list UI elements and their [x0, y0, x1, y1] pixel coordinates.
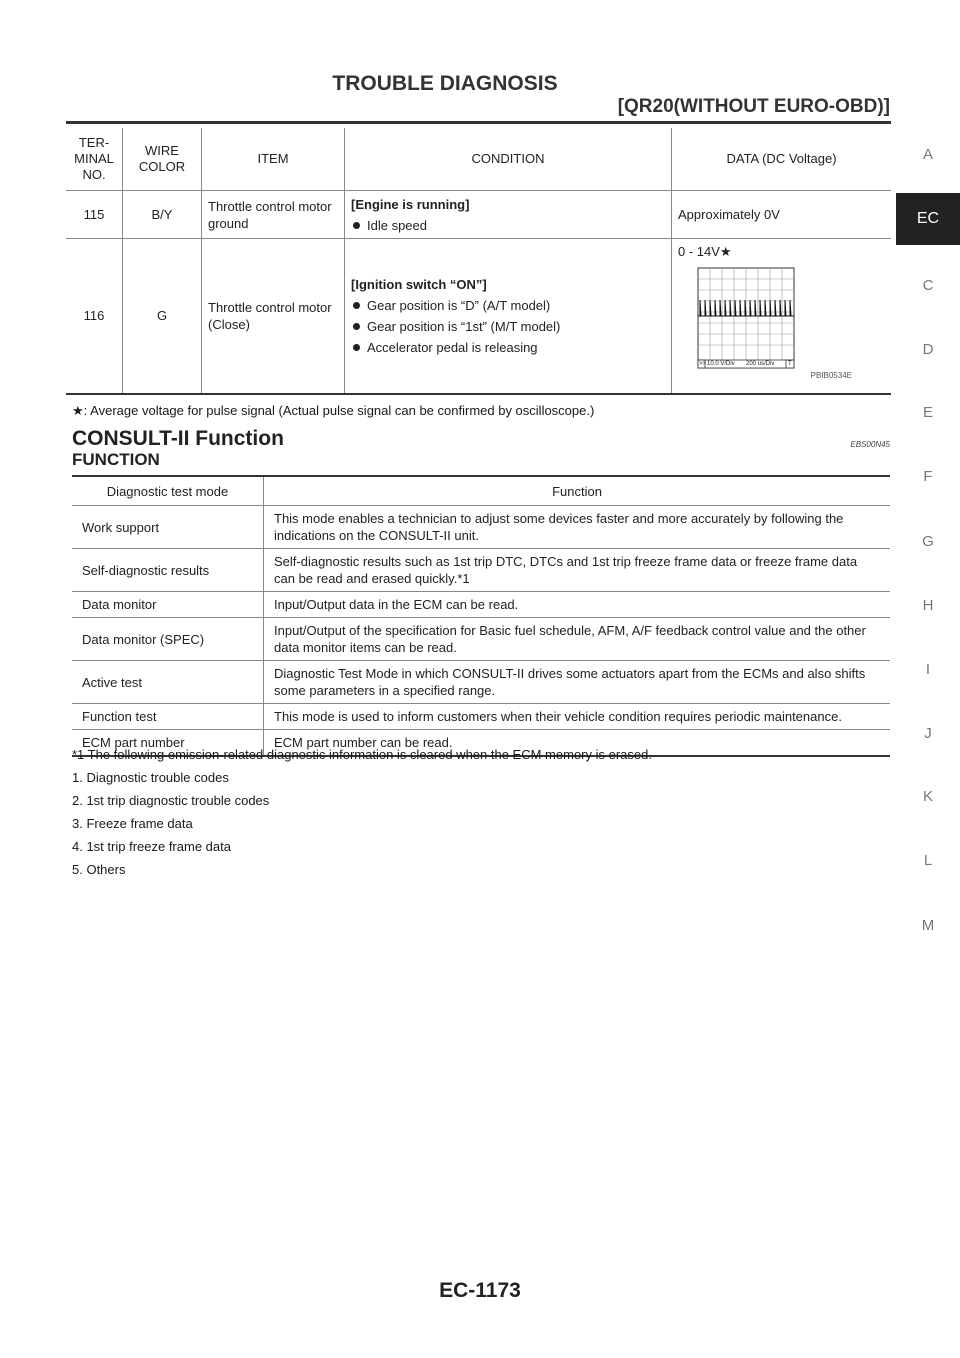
table-row	[72, 592, 890, 618]
condition-title: [Engine is running]	[351, 196, 470, 212]
condition-bullet: Gear position is “D” (A/T model)	[351, 297, 665, 314]
table-row	[72, 549, 890, 592]
side-index-d[interactable]: D	[922, 341, 934, 358]
star-icon: ★	[72, 403, 84, 418]
side-index-e[interactable]: E	[922, 404, 933, 421]
section-subtitle: FUNCTION	[72, 450, 160, 469]
mode-cell: Work support	[72, 506, 264, 549]
condition-title: [Ignition switch “ON”]	[351, 276, 487, 292]
condition-bullet: Accelerator pedal is releasing	[351, 339, 665, 356]
notes-intro: *1 The following emission-related diagnostic information is cleared when the ECM memory is erased.	[72, 747, 652, 762]
col-function: Function	[264, 476, 891, 506]
side-index-j[interactable]: J	[924, 725, 932, 742]
header-rule	[66, 121, 891, 124]
oscilloscope-figure	[678, 264, 854, 384]
function-cell: Diagnostic Test Mode in which CONSULT-II drives some actuators apart from the ECMs and also shifts some parameters in a specified range.	[264, 661, 891, 704]
list-item: 3. Freeze frame data	[72, 816, 193, 831]
side-index-a[interactable]: A	[922, 146, 933, 163]
condition-cell	[345, 191, 672, 239]
footnote-text: : Average voltage for pulse signal (Actual pulse signal can be confirmed by oscilloscope.)	[83, 403, 595, 418]
side-index-m[interactable]: M	[921, 917, 935, 934]
function-cell: ECM part number can be read.	[264, 730, 891, 757]
condition-bullet: Idle speed	[351, 217, 665, 234]
condition-bullet: Gear position is “1st” (M/T model)	[351, 318, 665, 335]
page-subtitle: [QR20(WITHOUT EURO-OBD)]	[617, 96, 890, 117]
side-index-f[interactable]: F	[923, 468, 933, 485]
page-number: EC-1173	[439, 1279, 521, 1302]
footnote	[72, 403, 594, 419]
notes	[72, 747, 652, 885]
side-index-h[interactable]: H	[922, 597, 934, 614]
mode-cell: Data monitor (SPEC)	[72, 618, 264, 661]
scope-trigger: T	[788, 361, 792, 367]
terminal-no: 116	[66, 239, 123, 394]
mode-cell: Data monitor	[72, 592, 264, 618]
table-row	[72, 618, 890, 661]
scope-time-div: 200 us/Div	[746, 361, 775, 367]
function-table	[72, 475, 890, 757]
side-index-l[interactable]: L	[923, 852, 933, 869]
terminal-table	[66, 128, 891, 395]
function-cell: Input/Output of the specification for Basic fuel schedule, AFM, A/F feedback control value and the other data monitor items can be read.	[264, 618, 891, 661]
mode-cell: Self-diagnostic results	[72, 549, 264, 592]
side-index-k[interactable]: K	[922, 788, 933, 805]
condition-cell	[345, 239, 672, 394]
list-item: 5. Others	[72, 862, 126, 877]
mode-cell: Active test	[72, 661, 264, 704]
table-row	[72, 661, 890, 704]
col-data: DATA (DC Voltage)	[672, 128, 892, 191]
side-index-g[interactable]: G	[922, 533, 934, 550]
mode-cell: ECM part number	[72, 730, 264, 757]
terminal-no: 115	[66, 191, 123, 239]
figure-id: PBIB0534E	[810, 371, 852, 380]
item-text: Throttle control motor ground	[202, 191, 345, 239]
side-tab-label: EC	[916, 210, 940, 227]
table-row	[66, 191, 891, 239]
mode-cell: Function test	[72, 704, 264, 730]
table-row	[66, 239, 891, 394]
section-code: EBS00N45	[850, 440, 890, 449]
data-value: Approximately 0V	[672, 191, 892, 239]
wire-color: B/Y	[123, 191, 202, 239]
side-index-c[interactable]: C	[922, 277, 934, 294]
list-item: 4. 1st trip freeze frame data	[72, 839, 231, 854]
scope-volt-div: 10.0 V/Div	[707, 361, 735, 367]
table-row	[72, 506, 890, 549]
function-cell: This mode is used to inform customers when their vehicle condition requires periodic maintenance.	[264, 704, 891, 730]
table-row	[72, 704, 890, 730]
item-text: Throttle control motor (Close)	[202, 239, 345, 394]
col-condition: CONDITION	[345, 128, 672, 191]
scope-arrow-icon: >>	[699, 361, 707, 367]
function-cell: Self-diagnostic results such as 1st trip DTC, DTCs and 1st trip freeze frame data or freeze frame data can be read and erased quickly.*1	[264, 549, 891, 592]
side-index-ec-active[interactable]	[896, 193, 960, 245]
list-item: 1. Diagnostic trouble codes	[72, 770, 229, 785]
section-title: CONSULT-II Function	[72, 427, 284, 450]
star-icon: ★	[719, 244, 732, 259]
list-item: 2. 1st trip diagnostic trouble codes	[72, 793, 270, 808]
col-diagnostic-mode: Diagnostic test mode	[72, 476, 264, 506]
wire-color: G	[123, 239, 202, 394]
col-terminal-no: TER- MINAL NO.	[66, 128, 123, 191]
side-index-i[interactable]: I	[925, 661, 931, 678]
data-cell	[672, 239, 892, 394]
col-wire-color: WIRE COLOR	[123, 128, 202, 191]
function-cell: This mode enables a technician to adjust some devices faster and more accurately by following the indications on the CONSULT-II unit.	[264, 506, 891, 549]
page-title: TROUBLE DIAGNOSIS	[332, 72, 558, 95]
col-item: ITEM	[202, 128, 345, 191]
data-value: 0 - 14V	[678, 244, 720, 259]
function-cell: Input/Output data in the ECM can be read.	[264, 592, 891, 618]
